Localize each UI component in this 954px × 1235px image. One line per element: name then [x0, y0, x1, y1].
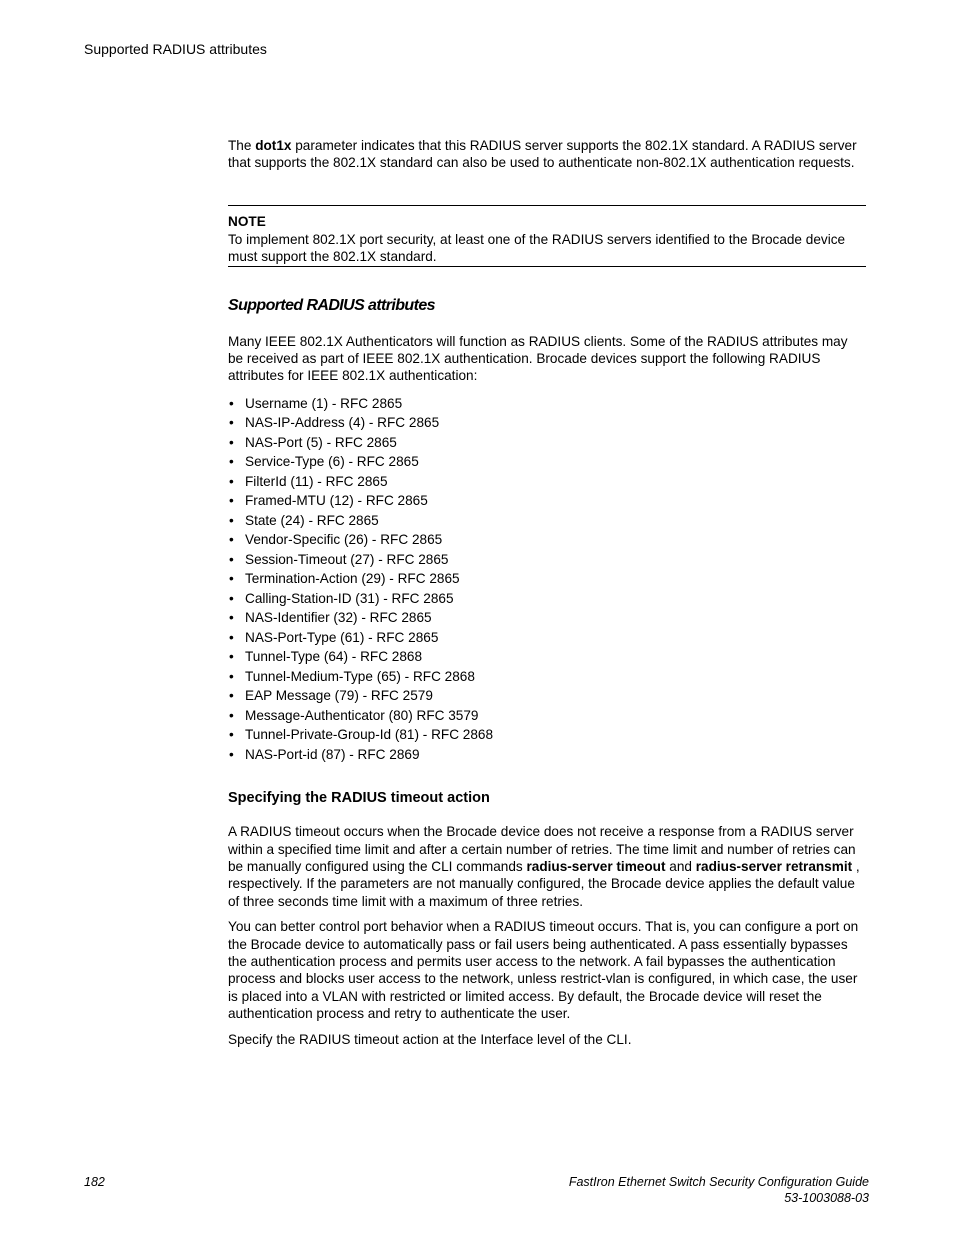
- intro-keyword: dot1x: [255, 138, 292, 153]
- list-item: • NAS-IP-Address (4) - RFC 2865: [228, 413, 866, 433]
- list-item: • FilterId (11) - RFC 2865: [228, 472, 866, 492]
- list-item: • State (24) - RFC 2865: [228, 511, 866, 531]
- list-item: • Tunnel-Medium-Type (65) - RFC 2868: [228, 667, 866, 687]
- section-title: Supported RADIUS attributes: [228, 297, 435, 315]
- subsection-title: Specifying the RADIUS timeout action: [228, 790, 490, 807]
- list-item: • Tunnel-Type (64) - RFC 2868: [228, 647, 866, 667]
- timeout-paragraph-1: [228, 823, 866, 909]
- list-item: • Framed-MTU (12) - RFC 2865: [228, 491, 866, 511]
- list-item: • Tunnel-Private-Group-Id (81) - RFC 2868: [228, 725, 866, 745]
- list-item: • Session-Timeout (27) - RFC 2865: [228, 550, 866, 570]
- p1-text-d: , respectively. If the parameters are not manually configured, the Brocade device applies the default value of three seconds time limit with a maximum of three retries.: [228, 859, 860, 909]
- list-item: • NAS-Port-id (87) - RFC 2869: [228, 745, 866, 765]
- list-item: • Termination-Action (29) - RFC 2865: [228, 569, 866, 589]
- guide-title: FastIron Ethernet Switch Security Configuration Guide: [568, 1175, 869, 1189]
- section-intro: Many IEEE 802.1X Authenticators will function as RADIUS clients. Some of the RADIUS attributes may be received as part of IEEE 802.1X authentication. Brocade devices support the following RADIUS attributes for IEEE 802.1X authentication:: [228, 333, 848, 384]
- list-item: • Calling-Station-ID (31) - RFC 2865: [228, 589, 866, 609]
- note-box: [228, 205, 866, 268]
- list-item: • NAS-Port (5) - RFC 2865: [228, 433, 866, 453]
- list-item: • Message-Authenticator (80) RFC 3579: [228, 706, 866, 726]
- intro-paragraph: [228, 137, 866, 172]
- list-item: • Service-Type (6) - RFC 2865: [228, 452, 866, 472]
- cmd-radius-server-timeout: radius-server timeout: [526, 859, 666, 875]
- timeout-paragraph-2: You can better control port behavior when a RADIUS timeout occurs. That is, you can configure a port on the Brocade device to automatically pass or fail users being authenticated. A pass essentially bypasses the authentication process and permits user access to the network. A fail bypasses the authentication process and blocks user access to the network, unless restrict-vlan is configured, in which case, the user is placed into a VLAN with restricted or limited access. By default, the Brocade device will reset the authentication process and retry to authenticate the user.: [228, 919, 859, 1021]
- running-header: Supported RADIUS attributes: [84, 41, 267, 57]
- list-item: • NAS-Identifier (32) - RFC 2865: [228, 608, 866, 628]
- note-label: NOTE: [228, 213, 266, 229]
- page-number: 182: [84, 1175, 105, 1189]
- doc-number: 53-1003088-03: [784, 1190, 869, 1205]
- list-item: • Username (1) - RFC 2865: [228, 394, 866, 414]
- timeout-paragraph-3: Specify the RADIUS timeout action at the Interface level of the CLI.: [228, 1031, 632, 1047]
- intro-text-post: parameter indicates that this RADIUS server supports the 802.1X standard. A RADIUS server that supports the 802.1X standard can also be used to authenticate non-802.1X authentication requests.: [228, 138, 857, 171]
- note-text: To implement 802.1X port security, at least one of the RADIUS servers identified to the Brocade device must support the 802.1X standard.: [228, 231, 846, 265]
- list-item: • Vendor-Specific (26) - RFC 2865: [228, 530, 866, 550]
- p1-text-c: and: [665, 859, 696, 875]
- footer-doc-info: [569, 1175, 869, 1206]
- cmd-radius-server-retransmit: radius-server retransmit: [695, 859, 853, 875]
- list-item: • NAS-Port-Type (61) - RFC 2865: [228, 628, 866, 648]
- attribute-list: [228, 394, 866, 765]
- p1-text-a: A RADIUS timeout occurs when the Brocade device does not receive a response from a RADIUS server within a specified time limit and after a certain number of retries. The time limit and number of retries can be manually configured using the CLI commands: [228, 824, 856, 875]
- list-item: • EAP Message (79) - RFC 2579: [228, 686, 866, 706]
- page-content: [228, 137, 866, 1057]
- intro-text-pre: The: [228, 138, 256, 153]
